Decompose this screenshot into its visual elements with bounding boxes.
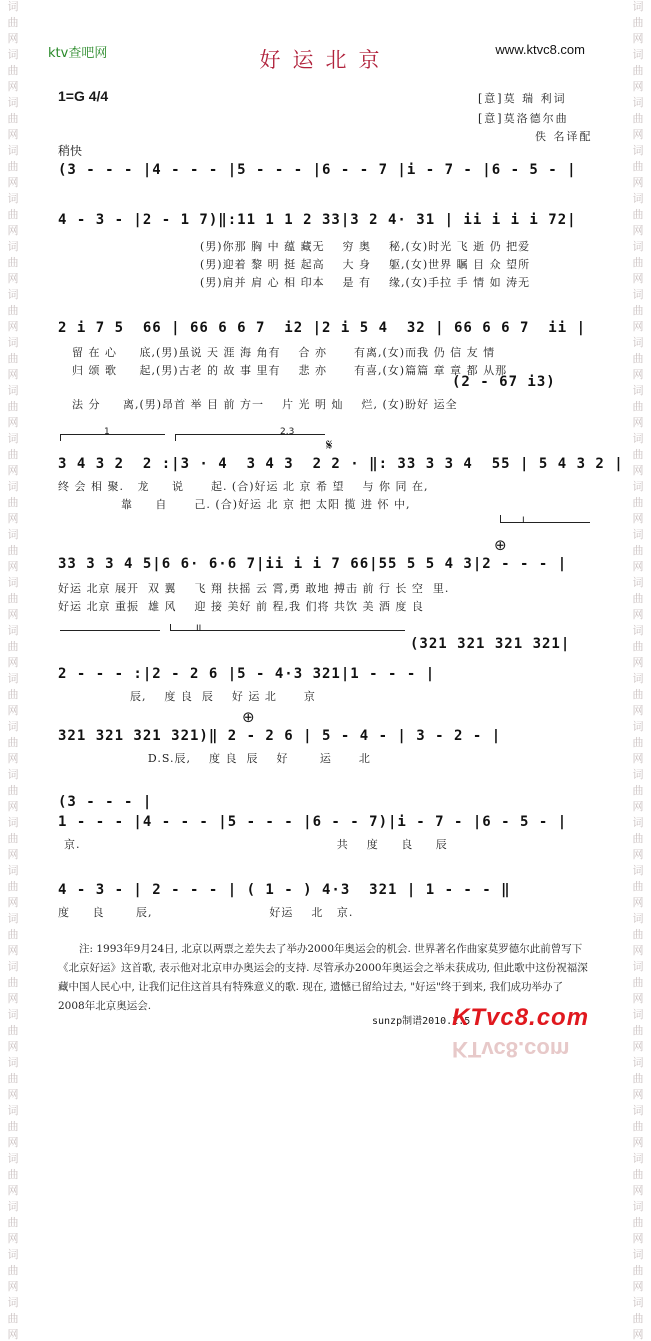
watermark-glyph: 网 bbox=[632, 272, 644, 285]
lyric-line: 归 颂 歌 起,(男)古老 的 故 事 里有 悲 亦 有喜,(女)篇篇 章 章 都 从那 bbox=[72, 364, 508, 377]
watermark-glyph: 词 bbox=[7, 672, 19, 685]
volta-bracket-23 bbox=[175, 434, 325, 435]
score-row-6: 2 - - - :|2 - 2 6 |5 - 4·3 321|1 - - - | bbox=[58, 666, 436, 682]
watermark-glyph: 曲 bbox=[7, 592, 19, 605]
lyric-line: 好运 北京 展开 双 翼 飞 翔 扶摇 云 霄,勇 敢地 搏击 前 行 长 空 里. bbox=[58, 582, 450, 595]
watermark-glyph: 网 bbox=[7, 1088, 19, 1101]
watermark-glyph: 曲 bbox=[632, 976, 644, 989]
watermark-glyph: 曲 bbox=[7, 496, 19, 509]
lyric-line: 辰, 度 良 辰 好 运 北 京 bbox=[58, 690, 316, 703]
score-row-2: 4 - 3 - |2 - 1 7)‖:11 1 1 2 33|3 2 4· 31 | ii i i i 72| bbox=[58, 212, 577, 228]
watermark-glyph: 网 bbox=[632, 1280, 644, 1293]
watermark-glyph: 网 bbox=[632, 1088, 644, 1101]
watermark-glyph: 词 bbox=[632, 1152, 644, 1165]
volta-bracket-I bbox=[500, 522, 590, 523]
watermark-glyph: 网 bbox=[632, 704, 644, 717]
watermark-glyph: 曲 bbox=[7, 1216, 19, 1229]
score-row-6-intro: (321 321 321 321| bbox=[410, 636, 571, 652]
watermark-glyph: 词 bbox=[7, 720, 19, 733]
watermark-glyph: 网 bbox=[7, 128, 19, 141]
watermark-glyph: 词 bbox=[632, 288, 644, 301]
watermark-glyph: 曲 bbox=[632, 448, 644, 461]
lyricist-credit: [意]莫 瑞 利词 bbox=[478, 92, 567, 105]
watermark-glyph: 网 bbox=[7, 848, 19, 861]
lyric-line: D.S.辰, 度 良 辰 好 运 北 bbox=[58, 752, 371, 765]
volta-tick bbox=[500, 515, 501, 523]
watermark-glyph: 词 bbox=[632, 672, 644, 685]
watermark-glyph: 词 bbox=[632, 1248, 644, 1261]
watermark-glyph: 网 bbox=[7, 1040, 19, 1053]
watermark-glyph: 词 bbox=[632, 192, 644, 205]
watermark-glyph: 网 bbox=[632, 128, 644, 141]
watermark-glyph: 曲 bbox=[7, 400, 19, 413]
volta-tick bbox=[175, 434, 176, 441]
watermark-glyph: 曲 bbox=[7, 880, 19, 893]
watermark-glyph: 曲 bbox=[632, 640, 644, 653]
watermark-glyph: 网 bbox=[632, 80, 644, 93]
watermark-glyph: 词 bbox=[632, 1056, 644, 1069]
footnote: 注: 1993年9月24日, 北京以两票之差失去了举办2000年奥运会的机会. 世界著名作曲家莫罗德尔此前曾写下《北京好运》这首歌, 表示他对北京申办奥运会的支持. 尽管承办2000年奥运会之举未获成功, 但此歌中这份祝福深藏中国人民心中, 让我们记住这首具有特殊意义的歌. 现在, 遗憾已留给过去, "好运"终于到来, 我们成功举办了2008年北京奥运会. bbox=[58, 943, 588, 1012]
watermark-glyph: 词 bbox=[632, 528, 644, 541]
watermark-glyph: 词 bbox=[632, 624, 644, 637]
site-url-right[interactable]: www.ktvc8.com bbox=[495, 42, 585, 57]
watermark-glyph: 曲 bbox=[632, 784, 644, 797]
watermark-glyph: 曲 bbox=[632, 208, 644, 221]
watermark-glyph: 词 bbox=[7, 960, 19, 973]
watermark-glyph: 网 bbox=[7, 560, 19, 573]
watermark-glyph: 网 bbox=[632, 224, 644, 237]
score-row-3-alt: (2 - 67 i3) bbox=[452, 374, 556, 390]
segno-symbol: 𝄋 bbox=[326, 436, 333, 454]
watermark-glyph: 网 bbox=[7, 464, 19, 477]
watermark-glyph: 网 bbox=[7, 320, 19, 333]
watermark-glyph: 词 bbox=[7, 816, 19, 829]
volta-label-I: I bbox=[522, 516, 525, 526]
watermark-glyph: 词 bbox=[7, 240, 19, 253]
lyric-line: 终 会 相 聚. 龙 说 起. (合)好运 北 京 希 望 与 你 同 在, bbox=[58, 480, 429, 493]
lyric-line: 京. 共 度 良 辰 bbox=[64, 838, 448, 851]
watermark-glyph: 词 bbox=[7, 1248, 19, 1261]
watermark-glyph: 网 bbox=[7, 80, 19, 93]
watermark-glyph: 词 bbox=[7, 1104, 19, 1117]
watermark-glyph: 曲 bbox=[632, 928, 644, 941]
watermark-glyph: 曲 bbox=[632, 832, 644, 845]
lyric-line: 好运 北京 重振 雄 风 迎 接 美好 前 程,我 们将 共饮 美 酒 度 良 bbox=[58, 600, 424, 613]
watermark-glyph: 词 bbox=[632, 576, 644, 589]
watermark-glyph: 词 bbox=[632, 816, 644, 829]
transcriber-signature: sunzp制谱2010.2.5 bbox=[372, 1016, 471, 1027]
ktvc8-logo[interactable]: KTvc8.com bbox=[452, 1004, 590, 1031]
volta-label-1: 1 bbox=[104, 427, 110, 437]
volta-label-23: 2.3 bbox=[280, 427, 295, 437]
watermark-glyph: 曲 bbox=[7, 1120, 19, 1133]
watermark-glyph: 词 bbox=[7, 624, 19, 637]
watermark-glyph: 词 bbox=[7, 48, 19, 61]
watermark-glyph: 曲 bbox=[632, 1312, 644, 1325]
watermark-glyph: 曲 bbox=[632, 352, 644, 365]
watermark-glyph: 曲 bbox=[632, 256, 644, 269]
watermark-glyph: 曲 bbox=[7, 1072, 19, 1085]
watermark-glyph: 词 bbox=[632, 48, 644, 61]
watermark-glyph: 词 bbox=[7, 192, 19, 205]
watermark-glyph: 词 bbox=[7, 528, 19, 541]
watermark-glyph: 网 bbox=[7, 176, 19, 189]
watermark-glyph: 词 bbox=[632, 336, 644, 349]
watermark-glyph: 网 bbox=[7, 1280, 19, 1293]
watermark-glyph: 词 bbox=[632, 1296, 644, 1309]
watermark-glyph: 曲 bbox=[7, 640, 19, 653]
watermark-glyph: 网 bbox=[632, 1184, 644, 1197]
watermark-glyph: 网 bbox=[632, 800, 644, 813]
watermark-glyph: 网 bbox=[632, 944, 644, 957]
watermark-glyph: 曲 bbox=[7, 1312, 19, 1325]
watermark-glyph: 网 bbox=[7, 1136, 19, 1149]
watermark-glyph: 词 bbox=[7, 768, 19, 781]
watermark-glyph: 曲 bbox=[632, 304, 644, 317]
watermark-glyph: 曲 bbox=[7, 544, 19, 557]
watermark-glyph: 曲 bbox=[632, 64, 644, 77]
lyric-line: 靠 自 己. (合)好运 北 京 把 太阳 揽 进 怀 中, bbox=[58, 498, 411, 511]
watermark-glyph: 词 bbox=[7, 288, 19, 301]
watermark-glyph: 词 bbox=[7, 1008, 19, 1021]
watermark-glyph: 网 bbox=[632, 512, 644, 525]
watermark-glyph: 曲 bbox=[632, 544, 644, 557]
watermark-glyph: 网 bbox=[632, 1232, 644, 1245]
watermark-glyph: 网 bbox=[7, 896, 19, 909]
watermark-glyph: 曲 bbox=[632, 1072, 644, 1085]
watermark-glyph: 网 bbox=[7, 656, 19, 669]
watermark-glyph: 曲 bbox=[632, 880, 644, 893]
watermark-glyph: 网 bbox=[7, 368, 19, 381]
watermark-glyph: 曲 bbox=[632, 1168, 644, 1181]
watermark-glyph: 词 bbox=[632, 1200, 644, 1213]
watermark-glyph: 曲 bbox=[632, 1264, 644, 1277]
score-row-1: (3 - - - |4 - - - |5 - - - |6 - - 7 |i - 7 - |6 - 5 - | bbox=[58, 162, 577, 178]
watermark-glyph: 词 bbox=[7, 96, 19, 109]
watermark-glyph: 词 bbox=[632, 768, 644, 781]
watermark-glyph: 网 bbox=[632, 560, 644, 573]
watermark-glyph: 网 bbox=[7, 752, 19, 765]
watermark-glyph: 曲 bbox=[632, 1024, 644, 1037]
watermark-glyph: 曲 bbox=[7, 448, 19, 461]
watermark-glyph: 网 bbox=[632, 416, 644, 429]
score-row-9: 4 - 3 - | 2 - - - | ( 1 - ) 4·3 321 | 1 - - - ‖ bbox=[58, 882, 511, 898]
watermark-glyph: 词 bbox=[632, 1104, 644, 1117]
watermark-glyph: 曲 bbox=[7, 784, 19, 797]
watermark-glyph: 网 bbox=[7, 32, 19, 45]
watermark-glyph: 曲 bbox=[632, 1216, 644, 1229]
lyric-line: (男)你那 胸 中 蕴 藏无 穷 奥 秘,(女)时光 飞 逝 仍 把爱 bbox=[200, 240, 531, 253]
watermark-glyph: 词 bbox=[7, 1152, 19, 1165]
watermark-glyph: 词 bbox=[7, 1200, 19, 1213]
watermark-glyph: 词 bbox=[7, 1056, 19, 1069]
watermark-glyph: 网 bbox=[7, 704, 19, 717]
watermark-glyph: 曲 bbox=[7, 256, 19, 269]
watermark-glyph: 网 bbox=[632, 848, 644, 861]
watermark-glyph: 曲 bbox=[632, 400, 644, 413]
watermark-glyph: 曲 bbox=[7, 112, 19, 125]
volta-tick bbox=[60, 434, 61, 441]
watermark-glyph: 网 bbox=[7, 272, 19, 285]
watermark-glyph: 网 bbox=[7, 992, 19, 1005]
watermark-glyph: 网 bbox=[632, 32, 644, 45]
watermark-glyph: 曲 bbox=[632, 688, 644, 701]
watermark-glyph: 词 bbox=[632, 1008, 644, 1021]
watermark-glyph: 曲 bbox=[632, 160, 644, 173]
watermark-glyph: 曲 bbox=[7, 976, 19, 989]
watermark-glyph: 网 bbox=[632, 608, 644, 621]
watermark-glyph: 词 bbox=[632, 96, 644, 109]
watermark-glyph: 词 bbox=[632, 960, 644, 973]
watermark-glyph: 曲 bbox=[7, 688, 19, 701]
watermark-glyph: 网 bbox=[632, 992, 644, 1005]
score-row-8: 1 - - - |4 - - - |5 - - - |6 - - 7)|i - 7 - |6 - 5 - | bbox=[58, 814, 568, 830]
watermark-glyph: 曲 bbox=[7, 160, 19, 173]
watermark-glyph: 网 bbox=[7, 944, 19, 957]
watermark-glyph: 词 bbox=[7, 336, 19, 349]
score-row-4: 3 4 3 2 2 :|3 · 4 3 4 3 2 2 · ‖: 33 3 3 4 55 | 5 4 3 2 | bbox=[58, 456, 624, 472]
lyric-line: 法 分 离,(男)昂首 举 目 前 方一 片 光 明 灿 烂, (女)盼好 运全 bbox=[72, 398, 458, 411]
watermark-glyph: 词 bbox=[7, 144, 19, 157]
score-row-8-intro: (3 - - - | bbox=[58, 794, 153, 810]
song-title: 好运北京 bbox=[259, 48, 392, 72]
score-row-3: 2 i 7 5 66 | 66 6 6 7 i2 |2 i 5 4 32 | 66 6 6 7 ii | bbox=[58, 320, 587, 336]
watermark-glyph: 网 bbox=[632, 1328, 644, 1341]
lyric-line: (男)肩并 肩 心 相 印本 是 有 缘,(女)手拉 手 情 如 涛无 bbox=[200, 276, 531, 289]
watermark-glyph: 词 bbox=[632, 864, 644, 877]
watermark-glyph: 网 bbox=[7, 512, 19, 525]
watermark-glyph: 网 bbox=[7, 800, 19, 813]
watermark-glyph: 曲 bbox=[7, 352, 19, 365]
volta-label-II: II bbox=[196, 624, 202, 634]
score-row-7: 321 321 321 321)‖ 2 - 2 6 | 5 - 4 - | 3 - 2 - | bbox=[58, 728, 502, 744]
watermark-glyph: 网 bbox=[7, 416, 19, 429]
watermark-glyph: 曲 bbox=[632, 592, 644, 605]
watermark-glyph: 曲 bbox=[7, 64, 19, 77]
lyric-line: (男)迎着 黎 明 挺 起高 大 身 躯,(女)世界 瞩 目 众 望所 bbox=[200, 258, 531, 271]
logo-reflection: KTvc8.com bbox=[452, 1037, 570, 1062]
watermark-glyph: 词 bbox=[632, 432, 644, 445]
side-watermark-left bbox=[2, 0, 24, 1341]
watermark-glyph: 曲 bbox=[632, 16, 644, 29]
watermark-glyph: 词 bbox=[7, 912, 19, 925]
watermark-glyph: 曲 bbox=[632, 736, 644, 749]
watermark-glyph: 词 bbox=[632, 912, 644, 925]
watermark-glyph: 曲 bbox=[632, 496, 644, 509]
watermark-glyph: 网 bbox=[7, 1184, 19, 1197]
lyric-line: 度 良 辰, 好运 北 京. bbox=[58, 906, 354, 919]
watermark-glyph: 曲 bbox=[7, 736, 19, 749]
watermark-glyph: 词 bbox=[7, 384, 19, 397]
watermark-glyph: 曲 bbox=[7, 1024, 19, 1037]
watermark-glyph: 网 bbox=[632, 1136, 644, 1149]
watermark-glyph: 网 bbox=[632, 176, 644, 189]
watermark-glyph: 曲 bbox=[7, 16, 19, 29]
site-name-left[interactable]: ktv查吧网 bbox=[48, 46, 108, 61]
watermark-glyph: 网 bbox=[632, 368, 644, 381]
watermark-glyph: 词 bbox=[7, 864, 19, 877]
watermark-glyph: 词 bbox=[7, 432, 19, 445]
watermark-glyph: 词 bbox=[7, 1296, 19, 1309]
watermark-glyph: 网 bbox=[632, 896, 644, 909]
score-row-5: 33 3 3 4 5|6 6· 6·6 7|ii i i 7 66|55 5 5 4 3|2 - - - | bbox=[58, 556, 568, 572]
watermark-glyph: 词 bbox=[7, 576, 19, 589]
volta-bracket-II bbox=[170, 630, 405, 631]
watermark-glyph: 曲 bbox=[7, 832, 19, 845]
translator-credit: 佚 名译配 bbox=[535, 130, 593, 143]
watermark-glyph: 曲 bbox=[632, 1120, 644, 1133]
volta-bracket-continue bbox=[60, 630, 160, 631]
coda-symbol: ⊕ bbox=[494, 536, 507, 554]
side-watermark-right bbox=[627, 0, 649, 1341]
watermark-glyph: 词 bbox=[632, 0, 644, 13]
watermark-glyph: 网 bbox=[7, 608, 19, 621]
watermark-glyph: 词 bbox=[632, 144, 644, 157]
watermark-glyph: 曲 bbox=[7, 208, 19, 221]
watermark-glyph: 曲 bbox=[632, 112, 644, 125]
watermark-glyph: 网 bbox=[7, 1328, 19, 1341]
watermark-glyph: 网 bbox=[632, 656, 644, 669]
watermark-glyph: 词 bbox=[632, 240, 644, 253]
watermark-glyph: 曲 bbox=[7, 1264, 19, 1277]
watermark-glyph: 词 bbox=[7, 0, 19, 13]
watermark-glyph: 网 bbox=[632, 320, 644, 333]
watermark-glyph: 词 bbox=[632, 384, 644, 397]
volta-bracket-1 bbox=[60, 434, 165, 435]
watermark-glyph: 网 bbox=[7, 224, 19, 237]
volta-tick bbox=[170, 624, 171, 631]
watermark-glyph: 词 bbox=[632, 720, 644, 733]
watermark-glyph: 曲 bbox=[7, 928, 19, 941]
lyric-line: 留 在 心 底,(男)虽说 天 涯 海 角有 合 亦 有离,(女)而我 仍 信 友 情 bbox=[72, 346, 496, 359]
watermark-glyph: 词 bbox=[632, 480, 644, 493]
watermark-glyph: 曲 bbox=[7, 304, 19, 317]
watermark-glyph: 网 bbox=[7, 1232, 19, 1245]
watermark-glyph: 网 bbox=[632, 464, 644, 477]
coda-symbol: ⊕ bbox=[242, 708, 255, 726]
watermark-glyph: 网 bbox=[632, 1040, 644, 1053]
composer-credit: [意]莫洛德尔曲 bbox=[478, 112, 569, 125]
key-signature: 1=G 4/4 bbox=[58, 88, 109, 104]
watermark-glyph: 词 bbox=[7, 480, 19, 493]
watermark-glyph: 曲 bbox=[7, 1168, 19, 1181]
watermark-glyph: 网 bbox=[632, 752, 644, 765]
tempo-marking: 稍快 bbox=[58, 144, 83, 158]
